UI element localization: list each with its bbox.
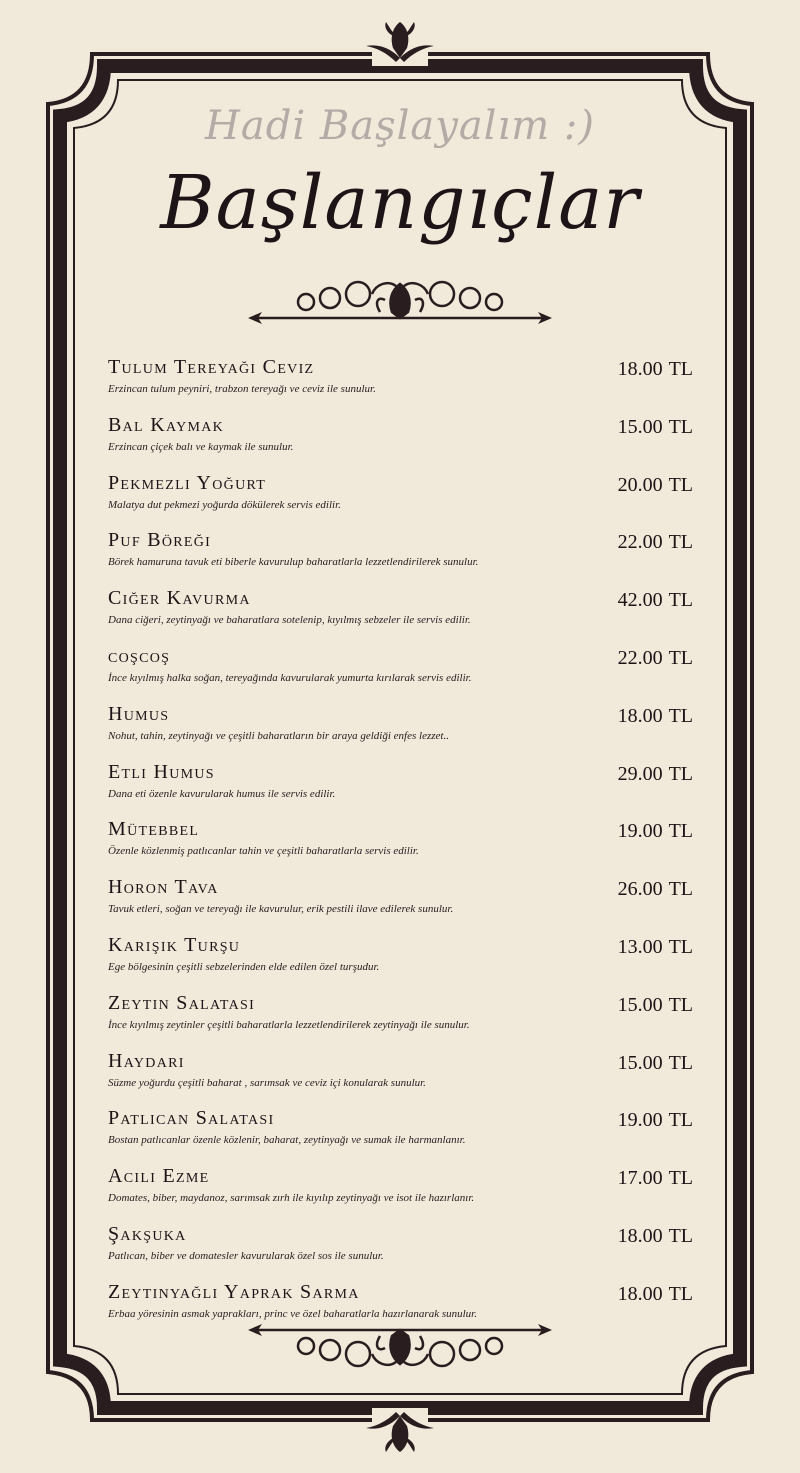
price-amount: 42.00 bbox=[617, 589, 663, 612]
price-amount: 18.00 bbox=[617, 358, 663, 380]
menu-item-price bbox=[618, 878, 693, 901]
menu-item-name: Zeytinyağlı Yaprak Sarma bbox=[108, 1280, 360, 1303]
menu-item-description: Tavuk etleri, soğan ve tereyağı ile kavurulur, erik pestili ilave edilerek sunulur. bbox=[108, 903, 454, 916]
price-currency: TL bbox=[668, 935, 693, 958]
menu-item bbox=[108, 643, 693, 701]
price-currency: TL bbox=[668, 646, 693, 669]
menu-items-list bbox=[108, 354, 693, 1337]
price-amount: 13.00 bbox=[617, 935, 663, 958]
menu-item-name: Etli Humus bbox=[108, 760, 215, 783]
menu-item bbox=[108, 585, 693, 643]
menu-item-price bbox=[618, 1052, 693, 1075]
menu-item-name: Karışık Turşu bbox=[108, 933, 241, 956]
menu-item-description: Dana ciğeri, zeytinyağı ve baharatlara sotelenip, kıyılmış sebzeler ile servis edilir. bbox=[108, 614, 471, 627]
menu-item-price bbox=[618, 589, 693, 612]
menu-item-name: Ciğer Kavurma bbox=[108, 587, 251, 610]
price-amount: 29.00 bbox=[617, 762, 663, 785]
menu-subtitle: Hadi Başlayalım :) bbox=[204, 103, 595, 149]
menu-item-price bbox=[618, 416, 693, 439]
menu-item-name: Haydari bbox=[108, 1049, 185, 1072]
menu-item-name: coşcoş bbox=[108, 644, 171, 667]
menu-item bbox=[108, 527, 693, 585]
top-tulip-ornament bbox=[366, 22, 434, 66]
price-amount: 15.00 bbox=[617, 993, 663, 1016]
price-amount: 18.00 bbox=[617, 704, 663, 727]
menu-item bbox=[108, 470, 693, 528]
price-currency: TL bbox=[668, 1051, 693, 1074]
menu-item bbox=[108, 354, 693, 412]
menu-item-description: İnce kıyılmış zeytinler çeşitli baharatlarla lezzetlendirilerek zeytinyağı ile sunulur. bbox=[108, 1018, 470, 1031]
menu-item-price bbox=[618, 763, 693, 786]
price-currency: TL bbox=[668, 1224, 693, 1247]
menu-item bbox=[108, 759, 693, 817]
top-flourish-divider bbox=[248, 282, 552, 324]
price-amount: 19.00 bbox=[617, 1109, 663, 1132]
price-currency: TL bbox=[668, 704, 693, 727]
menu-item-description: Ege bölgesinin çeşitli sebzelerinden elde edilen özel turşudur. bbox=[108, 960, 380, 973]
menu-item-price bbox=[618, 705, 693, 728]
menu-item-name: Şakşuka bbox=[108, 1222, 187, 1245]
bottom-tulip-ornament bbox=[366, 1408, 434, 1452]
menu-item-description: Özenle közlenmiş patlıcanlar tahin ve çeşitli baharatlarla servis edilir. bbox=[108, 845, 419, 858]
menu-item-price bbox=[618, 1283, 693, 1306]
price-amount: 15.00 bbox=[617, 415, 663, 438]
price-amount: 18.00 bbox=[617, 1224, 663, 1247]
price-currency: TL bbox=[668, 820, 693, 843]
price-amount: 17.00 bbox=[617, 1167, 663, 1190]
price-currency: TL bbox=[668, 358, 693, 380]
menu-item bbox=[108, 1105, 693, 1163]
menu-item-description: Domates, biber, maydanoz, sarımsak zırh ile kıyılıp zeytinyağı ve isot ile hazırlanır. bbox=[108, 1192, 475, 1205]
menu-item-name: Tulum Tereyağı Ceviz bbox=[108, 356, 315, 378]
menu-item-name: Humus bbox=[108, 702, 170, 725]
price-amount: 20.00 bbox=[617, 473, 663, 496]
menu-item bbox=[108, 1279, 693, 1337]
menu-item-price bbox=[618, 1225, 693, 1248]
price-amount: 22.00 bbox=[617, 646, 663, 669]
menu-item-description: Patlıcan, biber ve domatesler kavurularak özel sos ile sunulur. bbox=[108, 1249, 384, 1262]
menu-item-price bbox=[618, 994, 693, 1017]
menu-item-price bbox=[618, 358, 693, 381]
menu-item-description: Süzme yoğurdu çeşitli baharat , sarımsak ve ceviz içi konularak sunulur. bbox=[108, 1076, 426, 1089]
menu-item bbox=[108, 816, 693, 874]
menu-item bbox=[108, 990, 693, 1048]
menu-item-description: Erzincan tulum peyniri, trabzon tereyağı ve ceviz ile sunulur. bbox=[108, 383, 376, 395]
menu-item-name: Pekmezli Yoğurt bbox=[108, 471, 267, 494]
price-currency: TL bbox=[668, 473, 693, 496]
menu-item bbox=[108, 1163, 693, 1221]
menu-item-name: Zeytin Salatası bbox=[108, 991, 256, 1014]
menu-item-description: Erzincan çiçek balı ve kaymak ile sunulur. bbox=[108, 440, 294, 453]
menu-item bbox=[108, 1221, 693, 1279]
price-amount: 15.00 bbox=[617, 1051, 663, 1074]
price-currency: TL bbox=[668, 1109, 693, 1132]
price-amount: 26.00 bbox=[617, 878, 663, 901]
menu-item-name: Puf Böreği bbox=[108, 529, 212, 552]
menu-item-price bbox=[618, 531, 693, 554]
menu-item bbox=[108, 1048, 693, 1106]
menu-item bbox=[108, 701, 693, 759]
price-currency: TL bbox=[668, 993, 693, 1016]
menu-item bbox=[108, 874, 693, 932]
menu-item-price bbox=[618, 647, 693, 670]
price-currency: TL bbox=[668, 762, 693, 785]
menu-item-price bbox=[618, 1167, 693, 1190]
price-amount: 18.00 bbox=[617, 1282, 663, 1305]
menu-item-description: İnce kıyılmış halka soğan, tereyağında kavurularak yumurta kırılarak servis edilir. bbox=[108, 671, 472, 684]
price-currency: TL bbox=[668, 531, 693, 554]
menu-title: Başlangıçlar bbox=[160, 160, 640, 246]
menu-item-name: Mütebbel bbox=[108, 818, 200, 841]
menu-item bbox=[108, 932, 693, 990]
menu-item-description: Nohut, tahin, zeytinyağı ve çeşitli baharatların bir araya geldiği enfes lezzet.. bbox=[108, 729, 449, 742]
price-amount: 19.00 bbox=[617, 820, 663, 843]
menu-item-name: Horon Tava bbox=[108, 876, 219, 899]
menu-item-description: Erbaa yöresinin asmak yaprakları, princ ve özel baharatlarla hazırlanarak sunulur. bbox=[108, 1307, 477, 1320]
menu-item-name: Acılı Ezme bbox=[108, 1165, 210, 1188]
menu-item-price bbox=[618, 1109, 693, 1132]
price-currency: TL bbox=[668, 1282, 693, 1305]
menu-item-description: Malatya dut pekmezi yoğurda dökülerek servis edilir. bbox=[108, 498, 341, 511]
price-currency: TL bbox=[668, 415, 693, 438]
menu-item bbox=[108, 412, 693, 470]
menu-item-description: Börek hamuruna tavuk eti biberle kavurulup baharatlarla lezzetlendirilerek sunulur. bbox=[108, 556, 479, 569]
price-currency: TL bbox=[668, 878, 693, 901]
menu-item-name: Patlıcan Salatası bbox=[108, 1107, 275, 1130]
menu-item-price bbox=[618, 474, 693, 497]
price-currency: TL bbox=[668, 589, 693, 612]
menu-item-description: Dana eti özenle kavurularak humus ile servis edilir. bbox=[108, 787, 336, 800]
menu-item-description: Bostan patlıcanlar özenle közlenir, baharat, zeytinyağı ve sumak ile harmanlanır. bbox=[108, 1134, 466, 1147]
menu-item-name: Bal Kaymak bbox=[108, 413, 225, 436]
price-currency: TL bbox=[668, 1167, 693, 1190]
price-amount: 22.00 bbox=[617, 531, 663, 554]
menu-item-price bbox=[618, 936, 693, 959]
menu-item-price bbox=[618, 820, 693, 843]
